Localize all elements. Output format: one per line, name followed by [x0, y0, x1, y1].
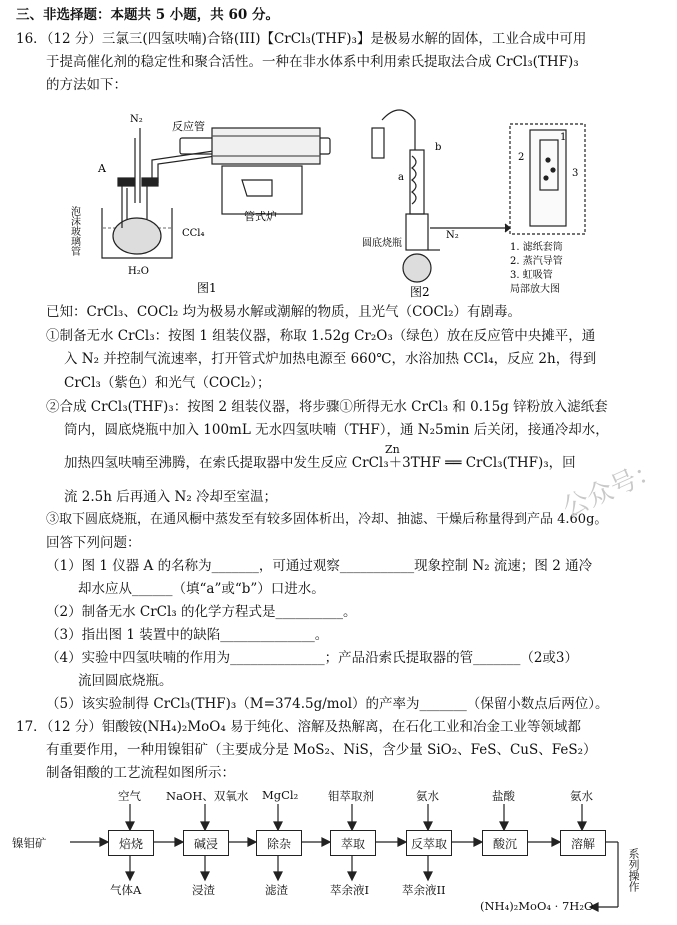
reaction-catalyst: Zn: [385, 443, 400, 456]
fig1-n2-label: N₂: [130, 114, 143, 125]
watermark: 公众号：: [558, 454, 666, 524]
q16-step2-a: ②合成 CrCl₃(THF)₃：按图 2 组装仪器，将步骤①所得无水 CrCl₃ 和 0.15g 锌粉放入滤纸套: [46, 399, 608, 415]
q16-sub1-a: （1）图 1 仪器 A 的名称为_______，可通过观察___________现象控制 N₂ 流速；图 2 通冷: [46, 558, 593, 574]
reagent-ammonia-2: 氨水: [570, 789, 593, 803]
fig2-flask-label: 圆底烧瓶: [362, 238, 402, 249]
q17-line-3: 制备钼酸的工艺流程如图所示：: [46, 765, 235, 781]
fig2-label-1: 1: [560, 132, 567, 143]
q16-known: 已知：CrCl₃、COCl₂ 均为极易水解或潮解的物质，且光气（COCl₂）有剧毒。: [46, 304, 522, 320]
q16-sub2: （2）制备无水 CrCl₃ 的化学方程式是__________。: [46, 604, 357, 620]
fig2-label-3: 3: [572, 168, 579, 179]
reagent-ammonia-1: 氨水: [416, 789, 439, 803]
flow-step-strip: 反萃取: [406, 830, 452, 856]
fig1-ccl4-label: CCl₄: [182, 228, 205, 239]
flow-step-extract: 萃取: [330, 830, 376, 856]
q16-line-1: 16．（12 分）三氯三(四氢呋喃)合铬(III)【CrCl₃(THF)₃】是极易水解的固体，工业合成中可用: [16, 31, 587, 47]
q16-answer-prompt: 回答下列问题：: [46, 535, 141, 551]
figure-2: [360, 100, 610, 300]
output-filter-residue: 滤渣: [265, 883, 288, 897]
fig2-legend-3: 3. 虹吸管: [510, 270, 553, 281]
process-flow: [0, 780, 677, 925]
output-raffinate-1: 萃余液I: [330, 883, 370, 897]
fig1-caption: 图1: [197, 281, 217, 295]
fig2-caption: 图2: [410, 285, 430, 299]
q16-step1-b: 入 N₂ 并控制气流速率，打开管式炉加热电源至 660℃，水浴加热 CCl₄，反应 2h，得到: [64, 351, 597, 367]
q16-sub1-b: 却水应从______（填“a”或“b”）口进水。: [78, 581, 325, 597]
reagent-air: 空气: [118, 789, 141, 803]
fig1-foam-label: 泡沫玻璃管: [68, 206, 80, 256]
q16-sub5: （5）该实验制得 CrCl₃(THF)₃（M=374.5g/mol）的产率为_______（保留小数点后两位）。: [46, 696, 609, 712]
fig2-legend-4: 局部放大图: [510, 284, 560, 295]
q16-line-2: 于提高催化剂的稳定性和聚合活性。一种在非水体系中利用索氏提取法合成 CrCl₃(THF)₃: [46, 54, 579, 70]
figure-1: [68, 108, 342, 298]
output-leach-residue: 浸渣: [192, 883, 215, 897]
fig2-a-label: a: [398, 172, 404, 183]
flow-side-ops: 系列操作: [627, 848, 640, 892]
q16-step2-b: 筒内，圆底烧瓶中加入 100mL 无水四氢呋喃（THF），通 N₂5min 后关闭，接通冷却水，: [64, 422, 609, 438]
fig2-n2-label: N₂: [446, 230, 459, 241]
q16-step3: ③取下圆底烧瓶，在通风橱中蒸发至有较多固体析出，冷却、抽滤、干燥后称量得到产品 4.60g。: [46, 512, 608, 527]
fig1-tube-label: 反应管: [172, 120, 205, 133]
q16-line-3: 的方法如下：: [46, 77, 127, 93]
flow-product: (NH₄)₂MoO₄ · 7H₂O: [480, 899, 594, 913]
q17-line-1: 17．（12 分）钼酸铵(NH₄)₂MoO₄ 易于纯化、溶解及热解离，在石化工业和冶金工业等领域都: [16, 719, 582, 735]
flow-step-roast: 焙烧: [108, 830, 154, 856]
reagent-naoh: NaOH、双氧水: [166, 789, 249, 803]
q16-step2-d: 流 2.5h 后再通入 N₂ 冷却至室温；: [64, 489, 278, 505]
flow-input: 镍钼矿: [12, 836, 47, 850]
q16-step1-a: ①制备无水 CrCl₃：按图 1 组装仪器，称取 1.52g Cr₂O₃（绿色）放在反应管中央摊平，通: [46, 328, 596, 344]
section-title: 三、非选择题：本题共 5 小题，共 60 分。: [16, 7, 279, 23]
output-gas-a: 气体A: [110, 883, 142, 897]
fig1-water-label: H₂O: [128, 266, 149, 277]
fig2-legend-1: 1. 滤纸套筒: [510, 242, 563, 253]
q16-step1-c: CrCl₃（紫色）和光气（COCl₂）；: [64, 375, 271, 391]
reagent-hcl: 盐酸: [492, 789, 515, 803]
fig1-furnace-label: 管式炉: [244, 210, 277, 223]
q16-sub3: （3）指出图 1 装置中的缺陷______________。: [46, 627, 329, 643]
fig2-legend-2: 2. 蒸汽导管: [510, 256, 563, 267]
q17-line-2: 有重要作用，一种用镍钼矿（主要成分是 MoS₂、NiS，含少量 SiO₂、FeS、CuS、FeS₂）: [46, 742, 597, 758]
reagent-extractant: 钼萃取剂: [328, 789, 374, 803]
q16-step2-c: 加热四氢呋喃至沸腾，在索氏提取器中发生反应 CrCl₃＋3THF ══ CrCl₃(THF)₃，回: [64, 455, 576, 471]
q16-sub4-b: 流回圆底烧瓶。: [78, 673, 173, 689]
output-raffinate-2: 萃余液II: [402, 883, 446, 897]
flow-step-leach: 碱浸: [183, 830, 229, 856]
fig2-label-2: 2: [518, 152, 525, 163]
flow-step-acid: 酸沉: [482, 830, 528, 856]
flow-step-purify: 除杂: [256, 830, 302, 856]
fig2-b-label: b: [435, 142, 442, 153]
fig1-a-label: A: [98, 162, 106, 175]
reagent-mgcl2: MgCl₂: [262, 788, 299, 802]
flow-step-dissolve: 溶解: [560, 830, 606, 856]
q16-sub4-a: （4）实验中四氢呋喃的作用为______________；产品沿索氏提取器的管_______（2或3）: [46, 650, 579, 666]
